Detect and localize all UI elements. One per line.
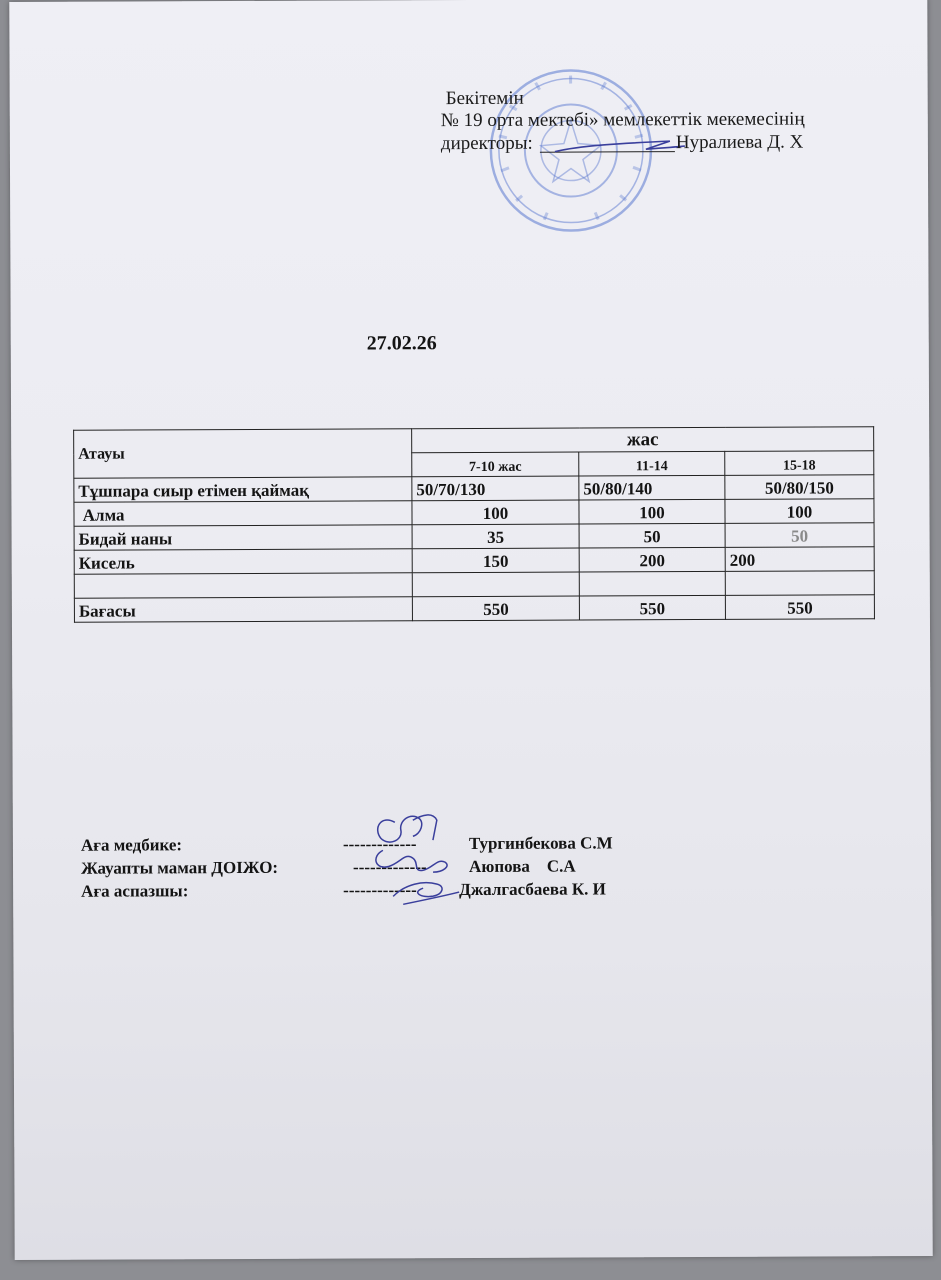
school-institution-line: № 19 орта мектебі» мемлекеттік мекемесінің [440,108,805,132]
staff-handwritten-signatures [363,800,474,920]
portion-value: 50/80/150 [725,475,874,500]
price-value: 550 [412,596,579,621]
price-label: Бағасы [74,597,412,622]
signature-dashes: ------------- [352,857,427,877]
column-header-name: Атауы [74,429,412,478]
table-row [74,571,874,598]
column-header-age: жас [412,427,874,453]
director-name: Нуралиева Д. Х [675,131,804,154]
price-value: 550 [725,595,874,620]
table-row [74,475,874,502]
signature-dashes: ------------- [343,880,417,900]
dish-name: Тұшпара сиыр етімен қаймақ [74,477,412,502]
price-value: 550 [579,595,725,620]
age-group-header: 7-10 жас [412,452,579,477]
document-page [9,0,932,1260]
portion-value: 50/70/130 [412,476,579,501]
approve-heading: Бекітемін [445,87,524,110]
dish-name: Кисель [74,549,412,574]
portion-value: 150 [412,548,579,573]
table-row [74,523,874,550]
dish-name: Бидай наны [74,525,412,550]
staff-role-specialist: Жауапты маман ДОІЖО: [80,857,279,878]
price-row [74,595,874,622]
staff-name-specialist: Аюпова С.А [468,856,576,877]
staff-role-chef: Аға аспазшы: [81,881,189,901]
staff-name-nurse: Тургинбекова С.М [468,833,613,854]
staff-name-chef: Джалгасбаева К. И [459,879,606,900]
portion-value: 100 [412,500,579,525]
menu-date: 27.02.26 [366,332,437,355]
portion-value: 50 [579,523,725,548]
staff-role-nurse: Аға медбике: [80,835,183,855]
portion-value [725,571,874,596]
portion-value: 100 [725,499,874,524]
portion-value: 200 [725,547,874,572]
age-group-header: 15-18 [725,451,874,476]
portion-value [579,571,725,596]
director-signature [550,129,690,166]
portion-value [412,572,579,597]
portion-value: 50 [725,523,874,548]
dish-name: Алма [74,501,412,526]
table-row [74,499,874,526]
age-group-header: 11-14 [579,451,725,476]
portion-value: 200 [579,547,725,572]
signature-dashes: ------------- [342,834,417,854]
table-row [74,547,874,574]
table-header-row [74,427,874,454]
portion-value: 35 [412,524,579,549]
director-label: директоры: [440,132,533,155]
menu-table [73,426,875,622]
portion-value: 100 [579,499,725,524]
portion-value: 50/80/140 [579,475,725,500]
dish-name [74,573,412,598]
